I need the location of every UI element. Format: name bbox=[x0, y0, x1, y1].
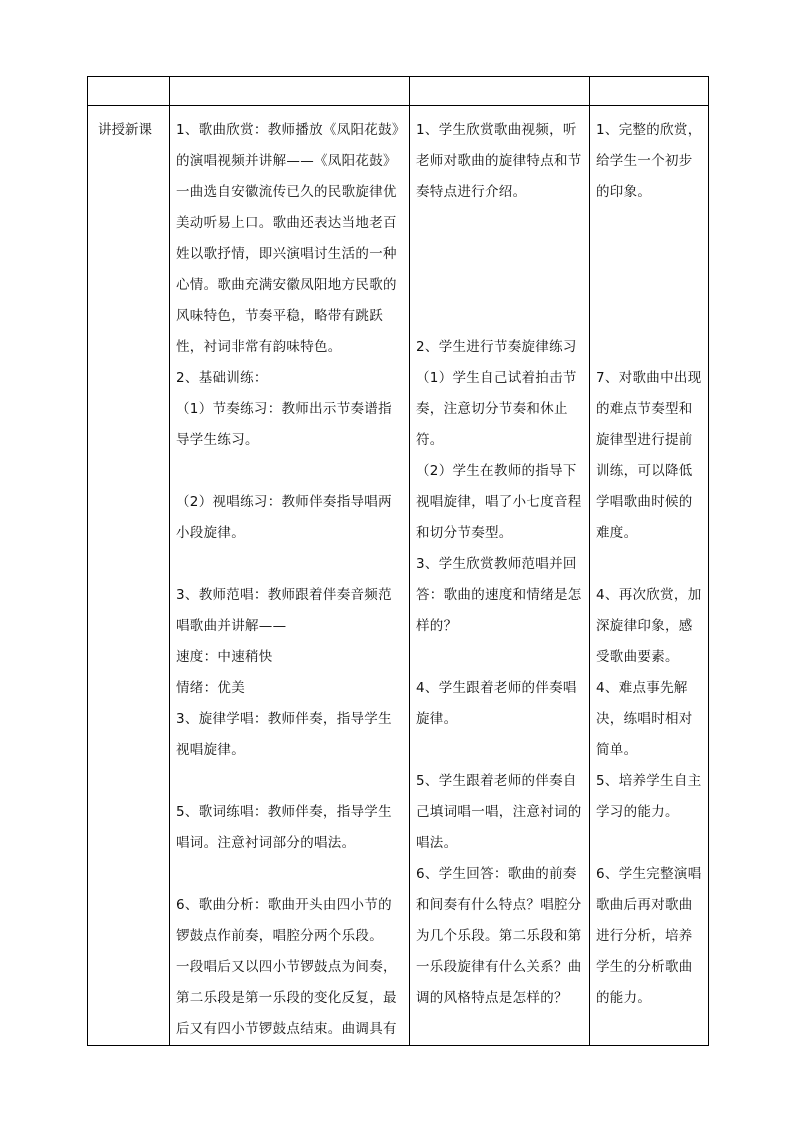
spacer bbox=[416, 301, 584, 332]
spacer bbox=[416, 642, 584, 673]
intent-6: 6、学生完整演唱歌曲后再对歌曲进行分析，培养学生的分析歌曲的能力。 bbox=[596, 866, 702, 1006]
spacer bbox=[416, 208, 584, 239]
spacer bbox=[596, 270, 703, 301]
teacher-activity-cell bbox=[170, 106, 410, 1046]
spacer bbox=[176, 456, 404, 487]
intent-3: 4、再次欣赏，加深旋律印象，感受歌曲要素。 bbox=[596, 587, 702, 665]
intent-1: 1、完整的欣赏，给学生一个初步的印象。 bbox=[596, 122, 702, 200]
student-step-2-2: （2）学生在教师的指导下视唱旋律，唱了小七度音程和切分节奏型。 bbox=[416, 463, 582, 541]
teacher-step-rhythm: （1）节奏练习：教师出示节奏谱指导学生练习。 bbox=[176, 401, 392, 448]
teacher-step-tempo: 速度：中速稍快 bbox=[176, 649, 273, 665]
student-step-3: 3、学生欣赏教师范唱并回答：歌曲的速度和情绪是怎样的？ bbox=[416, 556, 582, 634]
header-row bbox=[88, 77, 709, 106]
content-row bbox=[88, 106, 709, 1046]
teacher-step-analysis-cont: 一段唱后又以四小节锣鼓点为间奏，第二乐段是第一乐段的变化反复，最后又有四小节锣鼓点结束。曲调具有 bbox=[176, 959, 397, 1037]
intent-5: 5、培养学生自主学习的能力。 bbox=[596, 773, 702, 820]
section-label: 讲授新课 bbox=[98, 122, 152, 138]
section-label-cell bbox=[88, 106, 170, 1046]
student-step-2: 2、学生进行节奏旋律练习 bbox=[416, 339, 577, 355]
blank-cell bbox=[88, 77, 170, 106]
spacer bbox=[596, 208, 703, 239]
teacher-step-basic-training: 2、基础训练： bbox=[176, 370, 268, 386]
lesson-plan-table bbox=[87, 76, 709, 1046]
student-step-4: 4、学生跟着老师的伴奏唱旋律。 bbox=[416, 680, 577, 727]
teacher-step-analysis: 6、歌曲分析：歌曲开头由四小节的锣鼓点作前奏，唱腔分两个乐段。 bbox=[176, 897, 392, 944]
spacer bbox=[176, 549, 404, 580]
spacer bbox=[176, 859, 404, 890]
spacer bbox=[416, 270, 584, 301]
student-step-1: 1、学生欣赏歌曲视频，听老师对歌曲的旋律特点和节奏特点进行介绍。 bbox=[416, 122, 582, 200]
intent-2: 7、对歌曲中出现的难点节奏型和旋律型进行提前训练，可以降低学唱歌曲时候的难度。 bbox=[596, 370, 702, 541]
student-step-2-1: （1）学生自己试着拍击节奏，注意切分节奏和休止符。 bbox=[416, 370, 577, 448]
student-activity-cell bbox=[410, 106, 590, 1046]
blank-cell bbox=[170, 77, 410, 106]
blank-cell bbox=[590, 77, 709, 106]
spacer bbox=[596, 549, 703, 580]
teacher-step-melody: 3、旋律学唱：教师伴奏，指导学生视唱旋律。 bbox=[176, 711, 392, 758]
teacher-step-demo: 3、教师范唱：教师跟着伴奏音频范唱歌曲并讲解—— bbox=[176, 587, 392, 634]
spacer bbox=[596, 239, 703, 270]
spacer bbox=[596, 332, 703, 363]
spacer bbox=[416, 735, 584, 766]
teacher-step-intro: 1、歌曲欣赏：教师播放《凤阳花鼓》的演唱视频并讲解——《凤阳花鼓》一曲选自安徽流传已久的民歌旋律优美动听易上口。歌曲还表达当地老百姓以歌抒情，即兴演唱讨生活的一种心情。歌曲充满安徽凤阳地方民歌的风味特色，节奏平稳，略带有跳跃性，衬词非常有韵味特色。 bbox=[176, 122, 399, 355]
design-intent-cell bbox=[590, 106, 709, 1046]
spacer bbox=[176, 766, 404, 797]
teacher-step-sightsing: （2）视唱练习：教师伴奏指导唱两小段旋律。 bbox=[176, 494, 392, 541]
teacher-step-lyrics: 5、歌词练唱：教师伴奏，指导学生唱词。注意衬词部分的唱法。 bbox=[176, 804, 392, 851]
spacer bbox=[596, 301, 703, 332]
spacer bbox=[596, 828, 703, 859]
student-step-5: 5、学生跟着老师的伴奏自己填词唱一唱，注意衬词的唱法。 bbox=[416, 773, 582, 851]
blank-cell bbox=[410, 77, 590, 106]
intent-4: 4、难点事先解决，练唱时相对简单。 bbox=[596, 680, 693, 758]
spacer bbox=[416, 239, 584, 270]
teacher-step-mood: 情绪：优美 bbox=[176, 680, 245, 696]
student-step-6: 6、学生回答：歌曲的前奏和间奏有什么特点？唱腔分为几个乐段。第二乐段和第一乐段旋律有什么关系？曲调的风格特点是怎样的？ bbox=[416, 866, 582, 1006]
